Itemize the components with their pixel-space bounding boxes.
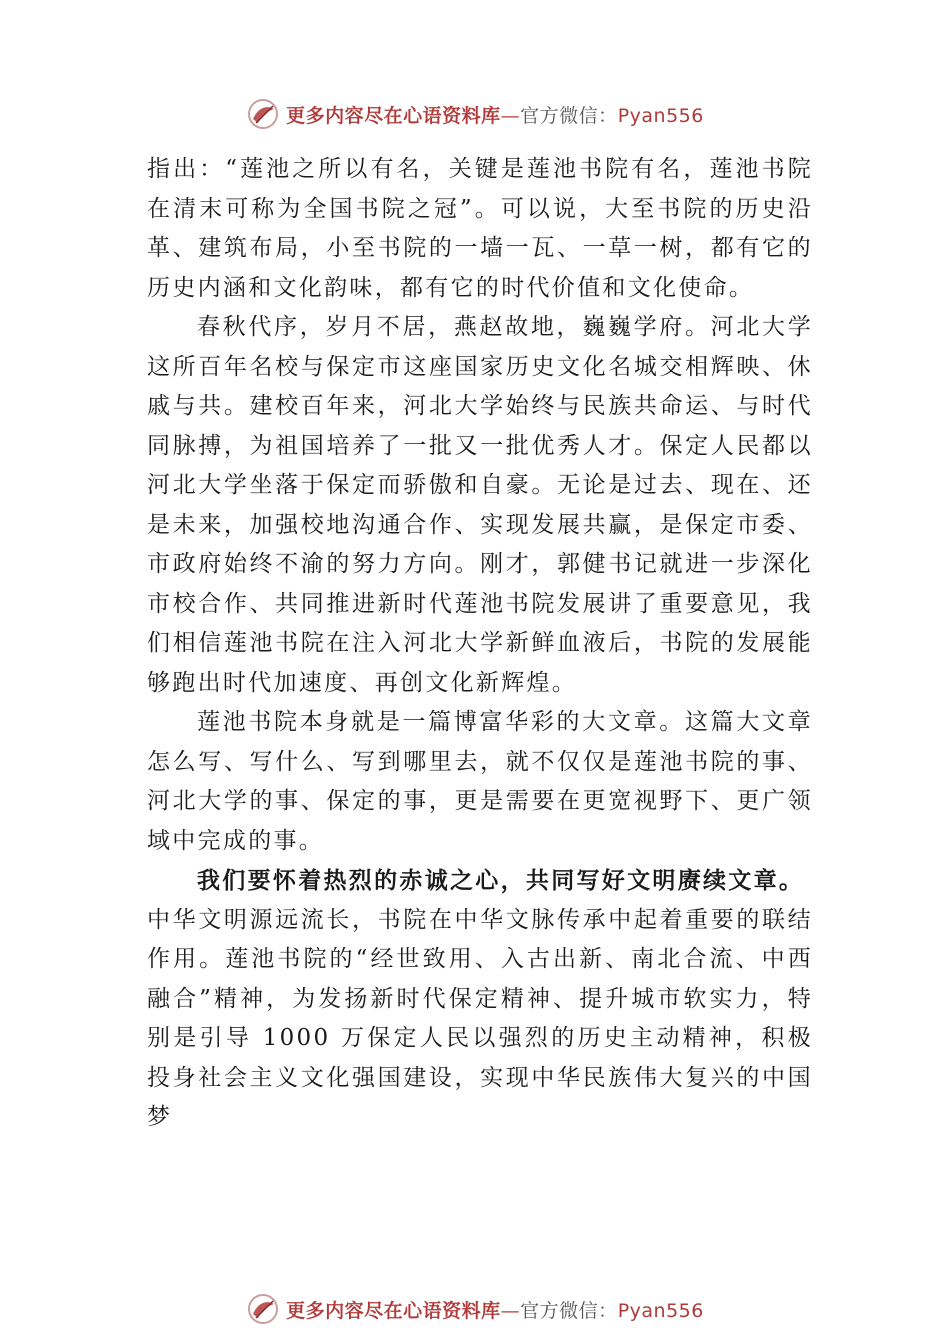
brand-logo-icon bbox=[246, 1292, 280, 1326]
brand-logo-icon bbox=[246, 97, 280, 131]
footer-banner bbox=[0, 1289, 950, 1329]
paragraph: 中华文明源远流长，书院在中华文脉传承中起着重要的联结作用。莲池书院的“经世致用、入古出新、南北合流、中西融合”精神，为发扬新时代保定精神、提升城市软实力，特别是引导 1000 万保定人民以强烈的历史主动精神，积极投身社会主义文化强国建设，实现中华民族伟大复兴的中国梦 bbox=[147, 906, 813, 1130]
header-banner bbox=[0, 94, 950, 134]
header-banner-text bbox=[286, 101, 704, 128]
paragraph: 春秋代序，岁月不居，燕赵故地，巍巍学府。河北大学这所百年名校与保定市这座国家历史文化名城交相辉映、休戚与共。建校百年来，河北大学始终与民族共命运、与时代同脉搏，为祖国培养了一批又一批优秀人才。保定人民都以河北大学坐落于保定而骄傲和自豪。无论是过去、现在、还是未来，加强校地沟通合作、实现发展共赢，是保定市委、 市政府始终不渝的努力方向。刚才，郭健书记就进一步深化市校合作、共同推进新时代莲池书院发展讲了重要意见，我们相信莲池书院在注入河北大学新鲜血液后，书院的发展能够跑出时代加速度、再创文化新辉煌。 bbox=[147, 314, 813, 696]
brand-name: 更多内容尽在心语资料库 bbox=[286, 104, 501, 127]
footer-banner-text bbox=[286, 1296, 704, 1323]
weixin-label: 官方微信： bbox=[520, 1299, 618, 1322]
document-body bbox=[147, 150, 813, 1138]
weixin-label: 官方微信： bbox=[520, 104, 618, 127]
paragraph: 指出：“莲池之所以有名，关键是莲池书院有名，莲池书院在清末可称为全国书院之冠”。可以说，大至书院的历史沿革、建筑布局，小至书院的一墙一瓦、一草一树，都有它的历史内涵和文化韵味，都有它的时代价值和文化使命。 bbox=[147, 156, 813, 301]
weixin-id: Pyan556 bbox=[617, 104, 704, 127]
brand-separator: — bbox=[500, 104, 521, 127]
brand-name: 更多内容尽在心语资料库 bbox=[286, 1299, 501, 1322]
weixin-id: Pyan556 bbox=[617, 1299, 704, 1322]
section-heading: 我们要怀着热烈的赤诚之心，共同写好文明赓续文章。 bbox=[197, 867, 805, 894]
brand-separator: — bbox=[500, 1299, 521, 1322]
paragraph: 莲池书院本身就是一篇博富华彩的大文章。这篇大文章怎么写、写什么、写到哪里去，就不仅仅是莲池书院的事、 河北大学的事、保定的事，更是需要在更宽视野下、更广领域中完成的事。 bbox=[147, 709, 813, 854]
